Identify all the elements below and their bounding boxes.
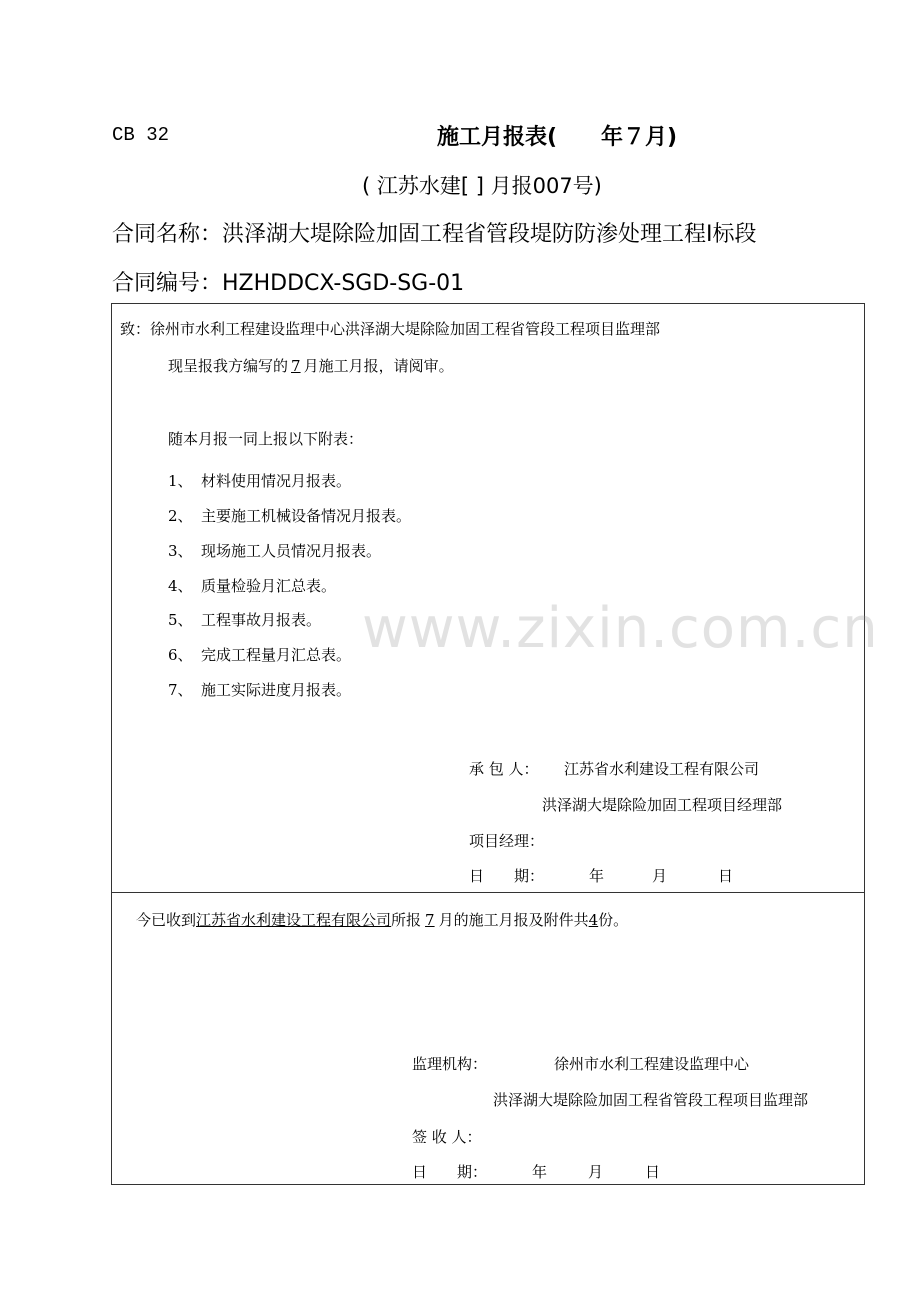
form-code: CB 32 <box>112 124 170 146</box>
supervision-org-label: 监理机构： <box>412 1055 488 1073</box>
date-label: 日 期： <box>469 867 545 885</box>
project-manager-label: 项目经理： <box>469 832 545 850</box>
signer-label: 签 收 人： <box>412 1128 482 1146</box>
attachment-text: 完成工程量月汇总表。 <box>201 646 352 664</box>
receipt-date-day: 日 <box>645 1163 661 1181</box>
receipt-count: 4 <box>588 911 599 929</box>
watermark: www.zixin.com.cn <box>362 596 879 661</box>
intro-line <box>168 355 454 376</box>
date-year: 年 <box>589 867 605 885</box>
attachment-text: 现场施工人员情况月报表。 <box>201 542 382 560</box>
intro-month: 7 <box>291 357 301 375</box>
receipt-date-year: 年 <box>532 1163 548 1181</box>
attachment-item <box>168 644 351 665</box>
receipt-date-label: 日 期： <box>412 1163 488 1181</box>
intro-suffix: 月施工月报，请阅审。 <box>303 357 454 375</box>
date-day: 日 <box>718 867 734 885</box>
attachment-number: 3、 <box>168 542 193 560</box>
receipt-section <box>111 892 865 1185</box>
receipt-month: 7 <box>425 911 435 929</box>
attachment-item <box>168 609 321 630</box>
form-title: 施工月报表( 年７月) <box>437 125 678 150</box>
contractor-label: 承 包 人： <box>469 760 539 778</box>
date-month: 月 <box>652 867 668 885</box>
contractor-name: 江苏省水利建设工程有限公司 <box>564 760 760 778</box>
attachment-number: 4、 <box>168 577 193 595</box>
attachments-intro: 随本月报一同上报以下附表： <box>168 430 364 448</box>
contract-name: 合同名称：洪泽湖大堤除险加固工程省管段堤防防渗处理工程Ⅰ标段 <box>112 222 757 247</box>
receipt-line <box>136 909 628 930</box>
receipt-company: 江苏省水利建设工程有限公司 <box>196 911 392 929</box>
attachment-item <box>168 679 351 700</box>
attachment-text: 施工实际进度月报表。 <box>201 681 352 699</box>
supervision-org-name: 徐州市水利工程建设监理中心 <box>554 1055 750 1073</box>
attachment-number: 2、 <box>168 507 193 525</box>
contractor-department: 洪泽湖大堤除险加固工程项目经理部 <box>542 796 783 814</box>
receipt-mid-1: 所报 <box>391 911 422 929</box>
receipt-date-month: 月 <box>588 1163 604 1181</box>
attachment-number: 6、 <box>168 646 193 664</box>
attachment-item <box>168 505 411 526</box>
attachment-item <box>168 470 351 491</box>
attachment-text: 材料使用情况月报表。 <box>201 472 352 490</box>
intro-prefix: 现呈报我方编写的 <box>168 357 289 375</box>
form-subtitle: ( 江苏水建[ ] 月报007号) <box>362 174 602 198</box>
receipt-suffix: 份。 <box>598 911 629 929</box>
attachment-text: 主要施工机械设备情况月报表。 <box>201 507 412 525</box>
attachment-item <box>168 540 381 561</box>
attachment-number: 7、 <box>168 681 193 699</box>
attachment-text: 工程事故月报表。 <box>201 611 322 629</box>
attachment-text: 质量检验月汇总表。 <box>201 577 337 595</box>
attachment-number: 1、 <box>168 472 193 490</box>
supervision-org-department: 洪泽湖大堤除险加固工程省管段工程项目监理部 <box>493 1091 809 1109</box>
attachment-number: 5、 <box>168 611 193 629</box>
receipt-mid-2: 月的施工月报及附件共 <box>438 911 589 929</box>
addressee-line: 致：徐州市水利工程建设监理中心洪泽湖大堤除险加固工程省管段工程项目监理部 <box>120 320 661 338</box>
attachment-item <box>168 575 336 596</box>
contract-number: 合同编号：HZHDDCX-SGD-SG-01 <box>112 271 465 296</box>
receipt-prefix: 今已收到 <box>136 911 197 929</box>
